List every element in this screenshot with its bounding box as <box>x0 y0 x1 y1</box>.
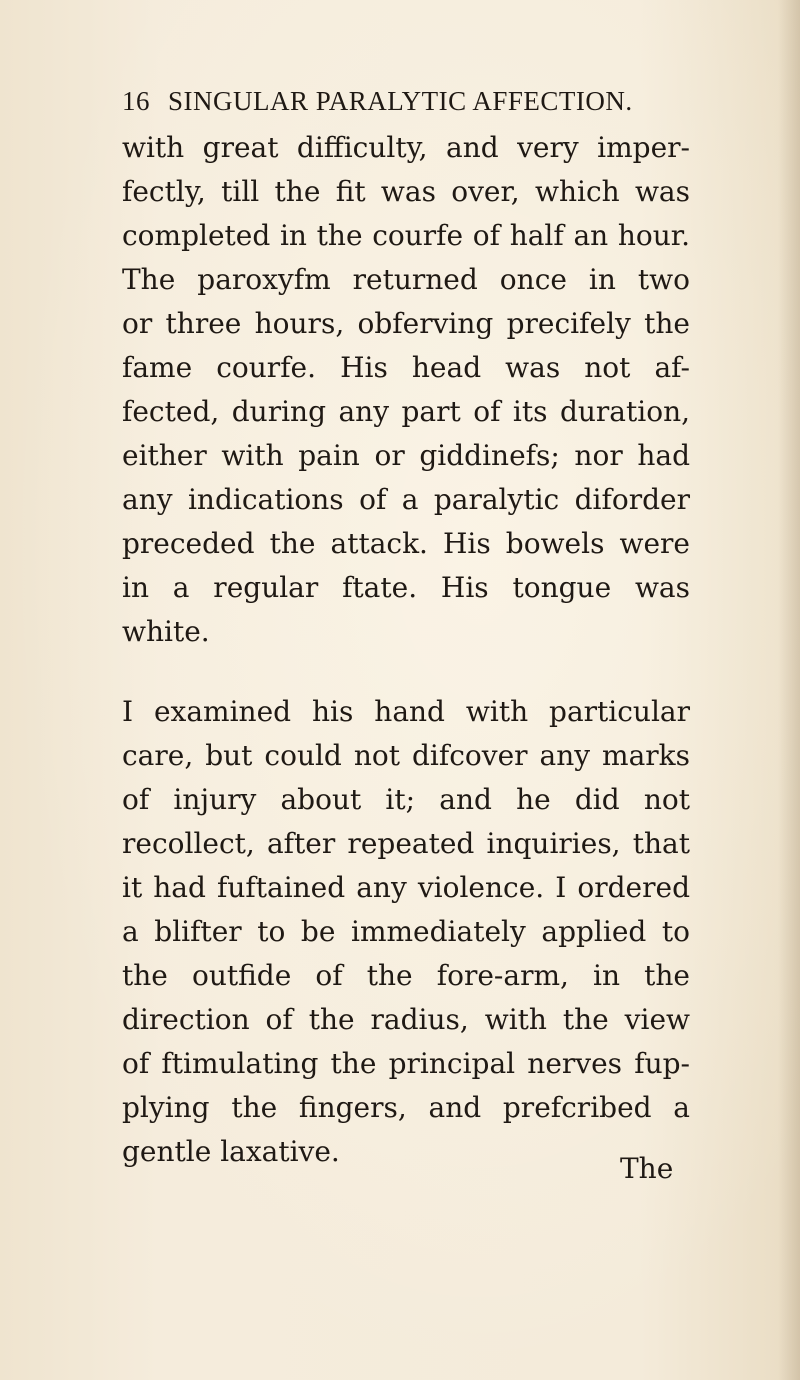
paragraph-2 <box>122 690 690 1174</box>
text-line: in a regular ftate. His tongue was <box>122 571 690 604</box>
page-edge-shadow <box>778 0 800 1380</box>
text-line: a blifter to be immediately applied to <box>122 915 690 948</box>
page-number: 16 <box>122 86 150 116</box>
running-title: SINGULAR PARALYTIC AFFECTION. <box>168 86 633 116</box>
body-text <box>122 126 690 1174</box>
paragraph-gap <box>122 654 690 690</box>
catchword: The <box>620 1152 674 1185</box>
running-header <box>122 86 633 117</box>
text-line: or three hours, obferving precifely the <box>122 307 690 340</box>
text-line: preceded the attack. His bowels were <box>122 527 690 560</box>
text-line: any indications of a paralytic diforder <box>122 483 690 516</box>
text-line: I examined his hand with particular <box>122 695 690 728</box>
text-line: The paroxyfm returned once in two <box>122 263 690 296</box>
text-line: of injury about it; and he did not <box>122 783 690 816</box>
text-line: the outfide of the fore-arm, in the <box>122 959 690 992</box>
text-line: it had fuftained any violence. I ordered <box>122 871 690 904</box>
text-line: plying the fingers, and prefcribed a <box>122 1091 690 1124</box>
text-line: recollect, after repeated inquiries, that <box>122 827 690 860</box>
text-line: gentle laxative. <box>122 1135 340 1168</box>
text-line: completed in the courfe of half an hour. <box>122 219 690 252</box>
text-line: either with pain or giddinefs; nor had <box>122 439 690 472</box>
text-line: white. <box>122 615 210 648</box>
text-line: of ftimulating the principal nerves fup- <box>122 1047 690 1080</box>
text-line: with great difficulty, and very imper- <box>122 131 690 164</box>
text-line: fectly, till the fit was over, which was <box>122 175 690 208</box>
text-line: direction of the radius, with the view <box>122 1003 690 1036</box>
text-line: fame courfe. His head was not af- <box>122 351 690 384</box>
text-line: care, but could not difcover any marks <box>122 739 690 772</box>
paragraph-1 <box>122 126 690 654</box>
text-line: fected, during any part of its duration, <box>122 395 690 428</box>
